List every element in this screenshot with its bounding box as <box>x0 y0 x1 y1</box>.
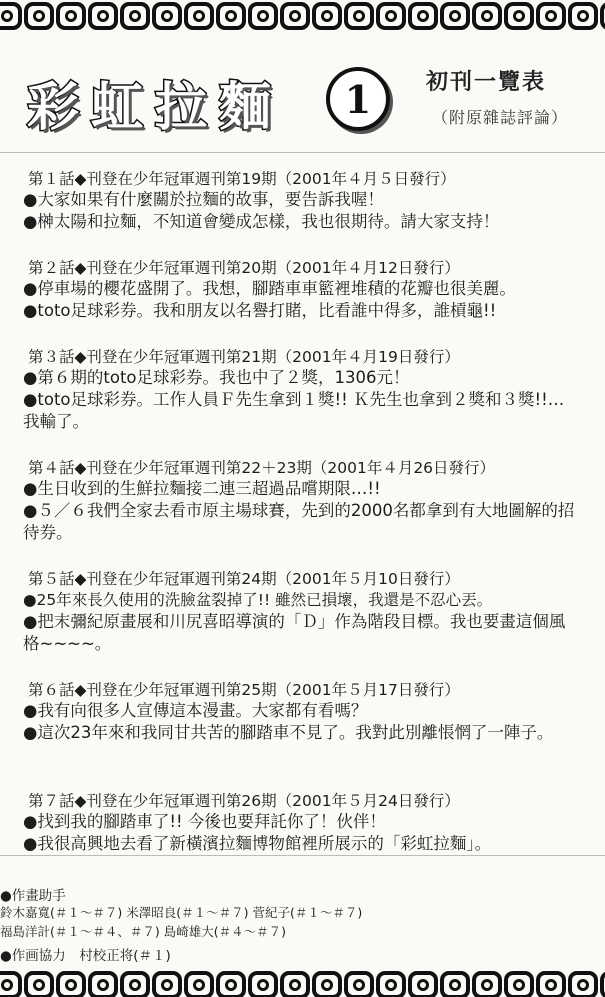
spiral-ornament-icon <box>58 973 84 997</box>
episode-comment: ●生日收到的生鮮拉麵接二連三超過品嚐期限…!! <box>23 479 381 498</box>
episode-comment: ●５／６我們全家去看市原主場球賽，先到的2000名都拿到有大地圖解的招待券。 <box>23 501 575 542</box>
spiral-ornament-icon <box>186 4 212 28</box>
spiral-ornament-icon <box>154 4 180 28</box>
spiral-ornament-icon <box>26 973 52 997</box>
comic-title: 彩虹拉麵 <box>27 77 284 138</box>
spiral-ornament-icon <box>250 4 276 28</box>
spiral-ornament-icon <box>90 973 116 997</box>
spiral-ornament-icon <box>570 4 596 28</box>
episode-comment: ●找到我的腳踏車了!! 今後也要拜託你了！伙伴！ <box>23 812 386 831</box>
spiral-ornament-icon <box>314 973 340 997</box>
spiral-ornament-icon <box>442 973 468 997</box>
top-border-decoration <box>0 0 605 38</box>
spiral-ornament-icon <box>474 973 500 997</box>
page-header <box>0 45 605 145</box>
episode-heading: 第５話◆刊登在少年冠軍週刊第24期（2001年５月10日發行） <box>28 570 460 588</box>
episode-comment: ●把末彌紀原畫展和川尻喜昭導演的「Ｄ」作為階段目標。我也要畫這個風格~~~~。 <box>23 612 566 653</box>
episode-comment: ●我很高興地去看了新橫濱拉麵博物館裡所展示的「彩虹拉麵」。 <box>23 834 492 853</box>
spiral-ornament-icon <box>90 4 116 28</box>
assistants-names-1: 鈴木嘉寬(＃１～＃７) 米澤昭良(＃１～＃７) 菅紀子(＃１～＃７) <box>0 905 363 920</box>
episode-comment: ●我有向很多人宣傳這本漫畫。大家都有看嗎？ <box>23 701 368 720</box>
episode-comment: ●大家如果有什麼關於拉麵的故事，要告訴我喔！ <box>23 190 384 209</box>
spiral-ornament-icon <box>570 973 596 997</box>
assistants-label: ●作畫助手 <box>0 888 66 904</box>
volume-badge: 1 <box>326 67 390 131</box>
spiral-ornament-icon <box>506 4 532 28</box>
episode-comment: ●榊太陽和拉麵，不知道會變成怎樣，我也很期待。請大家支持！ <box>23 212 500 231</box>
episode-comment: ●第６期的toto足球彩券。我也中了２獎，1306元！ <box>23 368 410 387</box>
episode-heading: 第３話◆刊登在少年冠軍週刊第21期（2001年４月19日發行） <box>28 348 460 366</box>
episode-heading: 第７話◆刊登在少年冠軍週刊第26期（2001年５月24日發行） <box>28 792 460 810</box>
credits-section <box>0 855 605 968</box>
spiral-ornament-icon <box>154 973 180 997</box>
art-cooperation: ●作画協力 村校正将(＃１) <box>0 948 171 964</box>
spiral-ornament-icon <box>0 4 20 28</box>
spiral-ornament-icon <box>346 4 372 28</box>
bottom-border-decoration <box>0 970 605 997</box>
spiral-ornament-icon <box>122 973 148 997</box>
spiral-ornament-icon <box>506 973 532 997</box>
spiral-ornament-icon <box>410 4 436 28</box>
spiral-ornament-icon <box>250 973 276 997</box>
episode-heading: 第４話◆刊登在少年冠軍週刊第22＋23期（2001年４月26日發行） <box>28 459 496 477</box>
spiral-ornament-icon <box>378 4 404 28</box>
spiral-ornament-icon <box>58 4 84 28</box>
spiral-ornament-icon <box>538 973 564 997</box>
list-note: （附原雜誌評論） <box>432 108 569 127</box>
episode-heading: 第２話◆刊登在少年冠軍週刊第20期（2001年４月12日發行） <box>28 259 460 277</box>
episode-heading: 第１話◆刊登在少年冠軍週刊第19期（2001年４月５日發行） <box>28 170 456 188</box>
spiral-ornament-icon <box>314 4 340 28</box>
spiral-ornament-icon <box>282 973 308 997</box>
episode-comment: ●toto足球彩券。我和朋友以名譽打賭，比看誰中得多，誰槓龜!! <box>23 301 497 320</box>
spiral-ornament-icon <box>186 973 212 997</box>
spiral-ornament-icon <box>122 4 148 28</box>
spiral-ornament-icon <box>538 4 564 28</box>
spiral-ornament-icon <box>378 973 404 997</box>
episode-comment: ●這次23年來和我同甘共苦的腳踏車不見了。我對此別離悵惘了一陣子。 <box>23 723 554 742</box>
episode-comment: ●toto足球彩券。工作人員Ｆ先生拿到１獎!! Ｋ先生也拿到２獎和３獎!!…我輸了。 <box>23 390 565 431</box>
spiral-ornament-icon <box>26 4 52 28</box>
spiral-ornament-icon <box>474 4 500 28</box>
episode-heading: 第６話◆刊登在少年冠軍週刊第25期（2001年５月17日發行） <box>28 681 460 699</box>
spiral-ornament-icon <box>282 4 308 28</box>
spiral-ornament-icon <box>442 4 468 28</box>
spiral-ornament-icon <box>0 973 20 997</box>
assistants-names-2: 福島洋計(＃１～＃４、＃７) 島崎雄大(＃４～＃７) <box>0 924 286 939</box>
spiral-ornament-icon <box>410 973 436 997</box>
episode-comment: ●停車場的櫻花盛開了。我想，腳踏車車籃裡堆積的花瓣也很美麗。 <box>23 279 516 298</box>
spiral-ornament-icon <box>218 973 244 997</box>
spiral-ornament-icon <box>218 4 244 28</box>
spiral-ornament-icon <box>346 973 372 997</box>
episode-list <box>0 152 605 853</box>
list-title: 初刊一覽表 <box>426 70 547 95</box>
episode-comment: ●25年來長久使用的洗臉盆裂掉了!! 雖然已損壞，我還是不忍心丟。 <box>23 591 493 609</box>
